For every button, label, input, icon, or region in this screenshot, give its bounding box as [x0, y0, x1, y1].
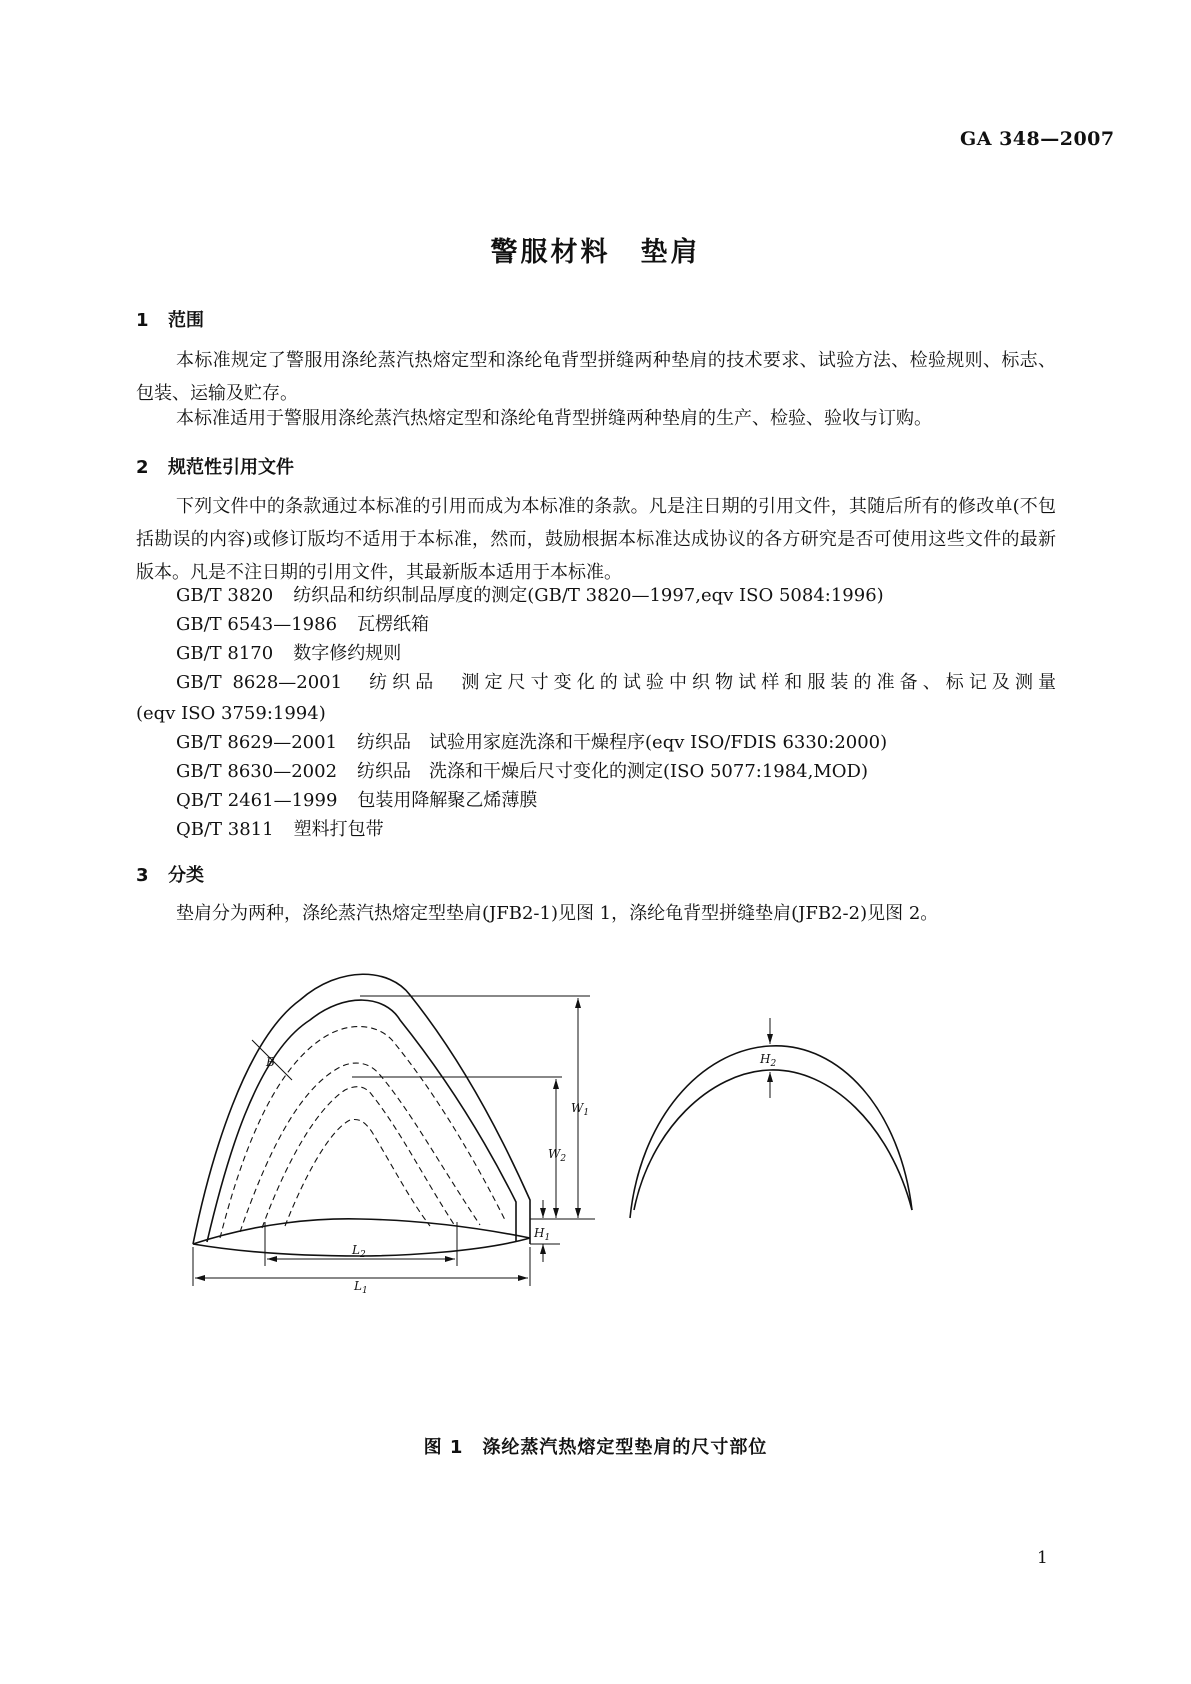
reference-title: 包装用降解聚乙烯薄膜: [357, 790, 538, 811]
section-2-heading: [136, 453, 294, 479]
arrowhead: [267, 1256, 277, 1262]
section-number: 2: [136, 457, 149, 478]
arrowhead: [767, 1072, 773, 1082]
pad-inner-contour: [207, 1000, 516, 1242]
reference-item: [176, 580, 884, 611]
section-1-paragraph-2: 本标准适用于警服用涤纶蒸汽热熔定型和涤纶龟背型拼缝两种垫肩的生产、检验、验收与订购。: [176, 408, 932, 429]
section-1-paragraph-1: 本标准规定了警服用涤纶蒸汽热熔定型和涤纶龟背型拼缝两种垫肩的技术要求、试验方法、检验规则、标志、包装、运输及贮存。: [136, 350, 1056, 404]
arrowhead: [575, 998, 581, 1008]
section-title: 分类: [168, 865, 204, 886]
label-h1: $H_1$: [534, 1226, 551, 1243]
standard-code: GA 348—2007: [960, 128, 1115, 150]
reference-item: [176, 785, 537, 816]
reference-code: QB/T 2461—1999: [176, 790, 338, 811]
reference-code: GB/T 8629—2001: [176, 732, 338, 753]
reference-title: 数字修约规则: [293, 643, 402, 664]
stitch-line: [240, 1063, 480, 1232]
section-title: 规范性引用文件: [168, 457, 294, 478]
reference-code: GB/T 3820: [176, 585, 274, 606]
arrowhead: [553, 1208, 559, 1218]
figure-1-caption: 图 1 涤纶蒸汽热熔定型垫肩的尺寸部位: [423, 1437, 768, 1458]
section-number: 3: [136, 865, 149, 886]
label-b: B: [266, 1055, 275, 1069]
stitch-line: [285, 1120, 430, 1227]
label-l2: $L_2$: [352, 1243, 366, 1260]
reference-item: [176, 756, 868, 787]
figure-1-drawing: [0, 960, 1191, 1320]
arch-outer-contour: [630, 1046, 912, 1218]
reference-title: 塑料打包带: [293, 819, 384, 840]
reference-title: 纺织品 洗涤和干燥后尺寸变化的测定(ISO 5077:1984,MOD): [357, 761, 869, 782]
reference-title: 纺织品 测定尺寸变化的试验中织物试样和服装的准备、标记及测量: [364, 672, 1057, 693]
label-w1: $W_1$: [571, 1101, 590, 1118]
reference-title-continued: (eqv ISO 3759:1994): [136, 703, 326, 724]
reference-item: [136, 667, 1056, 729]
label-h2: $H_2$: [760, 1052, 777, 1069]
reference-item: [176, 814, 384, 845]
reference-item: [176, 609, 429, 640]
section-2-paragraph-1: 下列文件中的条款通过本标准的引用而成为本标准的条款。凡是注日期的引用文件，其随后所有的修改单(不包括勘误的内容)或修订版均不适用于本标准，然而，鼓励根据本标准达成协议的各方研究是否可使用这些文件的最新版本。凡是不注日期的引用文件，其最新版本适用于本标准。: [136, 496, 1056, 583]
reference-title: 瓦楞纸箱: [357, 614, 430, 635]
arrowhead: [540, 1244, 546, 1254]
stitch-line: [220, 1027, 505, 1239]
arrowhead: [575, 1208, 581, 1218]
reference-first-line: [136, 667, 1056, 698]
arrowhead: [553, 1079, 559, 1089]
pad-outer-contour: [193, 974, 530, 1244]
arrowhead: [518, 1275, 528, 1281]
arrowhead: [767, 1034, 773, 1044]
reference-code: GB/T 6543—1986: [176, 614, 338, 635]
label-w2: $W_2$: [548, 1147, 567, 1164]
section-3-heading: [136, 861, 204, 887]
reference-item: [176, 638, 401, 669]
reference-code: GB/T 8170: [176, 643, 274, 664]
reference-title: 纺织品 试验用家庭洗涤和干燥程序(eqv ISO/FDIS 6330:2000): [357, 732, 888, 753]
reference-title: 纺织品和纺织制品厚度的测定(GB/T 3820—1997,eqv ISO 5084:1996): [293, 585, 884, 606]
reference-code: QB/T 3811: [176, 819, 274, 840]
section-title: 范围: [168, 310, 204, 331]
arrowhead: [445, 1256, 455, 1262]
document-title: 警服材料 垫肩: [490, 237, 701, 268]
section-number: 1: [136, 310, 149, 331]
arrowhead: [195, 1275, 205, 1281]
arrowhead: [540, 1208, 546, 1218]
reference-item: [176, 727, 887, 758]
stitch-line: [262, 1087, 455, 1228]
reference-code: GB/T 8630—2002: [176, 761, 338, 782]
section-3-paragraph-1: 垫肩分为两种，涤纶蒸汽热熔定型垫肩(JFB2-1)见图 1，涤纶龟背型拼缝垫肩(JFB2-2)见图 2。: [176, 903, 939, 924]
section-1-heading: [136, 306, 204, 332]
label-l1: $L_1$: [354, 1279, 368, 1296]
page-number: 1: [1037, 1548, 1048, 1568]
reference-code: GB/T 8628—2001: [176, 672, 343, 693]
arch-inner-contour: [634, 1070, 912, 1210]
